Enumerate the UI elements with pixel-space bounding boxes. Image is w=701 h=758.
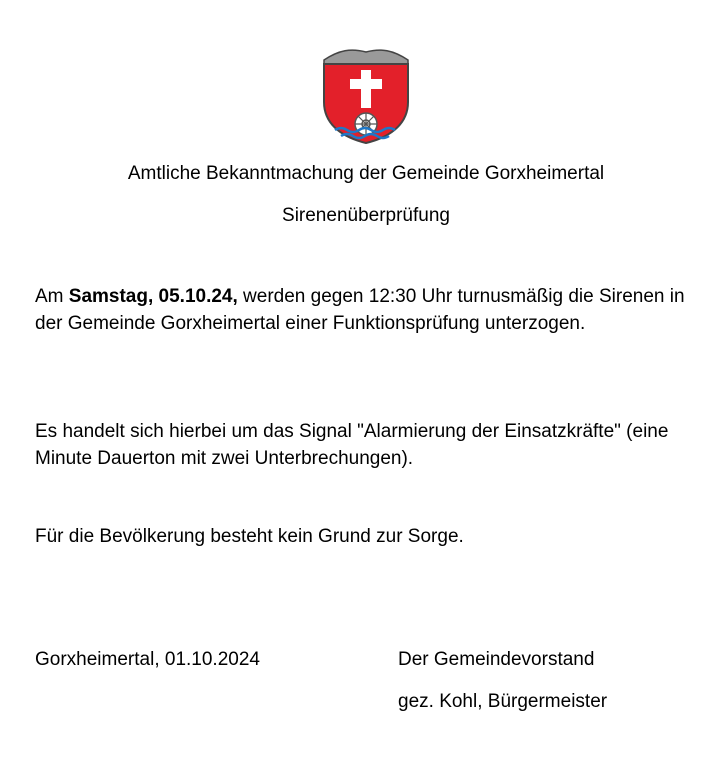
coat-of-arms-icon: [321, 46, 411, 144]
paragraph-schedule-pre: Am: [35, 286, 69, 307]
paragraph-schedule: [35, 283, 685, 337]
notice-title: Amtliche Bekanntmachung der Gemeinde Gorxheimertal: [127, 163, 605, 184]
authority: Der Gemeindevorstand: [398, 649, 595, 670]
crest-cross-horizontal: [350, 79, 382, 89]
paragraph-signal: Es handelt sich hierbei um das Signal "Alarmierung der Einsatzkräfte" (eine Minute Dauerton mit zwei Unterbrechungen).: [35, 421, 669, 469]
signature: gez. Kohl, Bürgermeister: [398, 691, 608, 712]
paragraph-reassurance: Für die Bevölkerung besteht kein Grund zur Sorge.: [35, 526, 464, 547]
notice-subtitle: Sirenenüberprüfung: [282, 205, 450, 226]
paragraph-schedule-date: Samstag, 05.10.24,: [68, 286, 238, 307]
place-date: Gorxheimertal, 01.10.2024: [35, 649, 260, 670]
paragraph-schedule-post: werden gegen 12:30 Uhr turnusmäßig die Sirenen in der Gemeinde Gorxheimertal einer Funktionsprüfung unterzogen.: [35, 286, 685, 334]
